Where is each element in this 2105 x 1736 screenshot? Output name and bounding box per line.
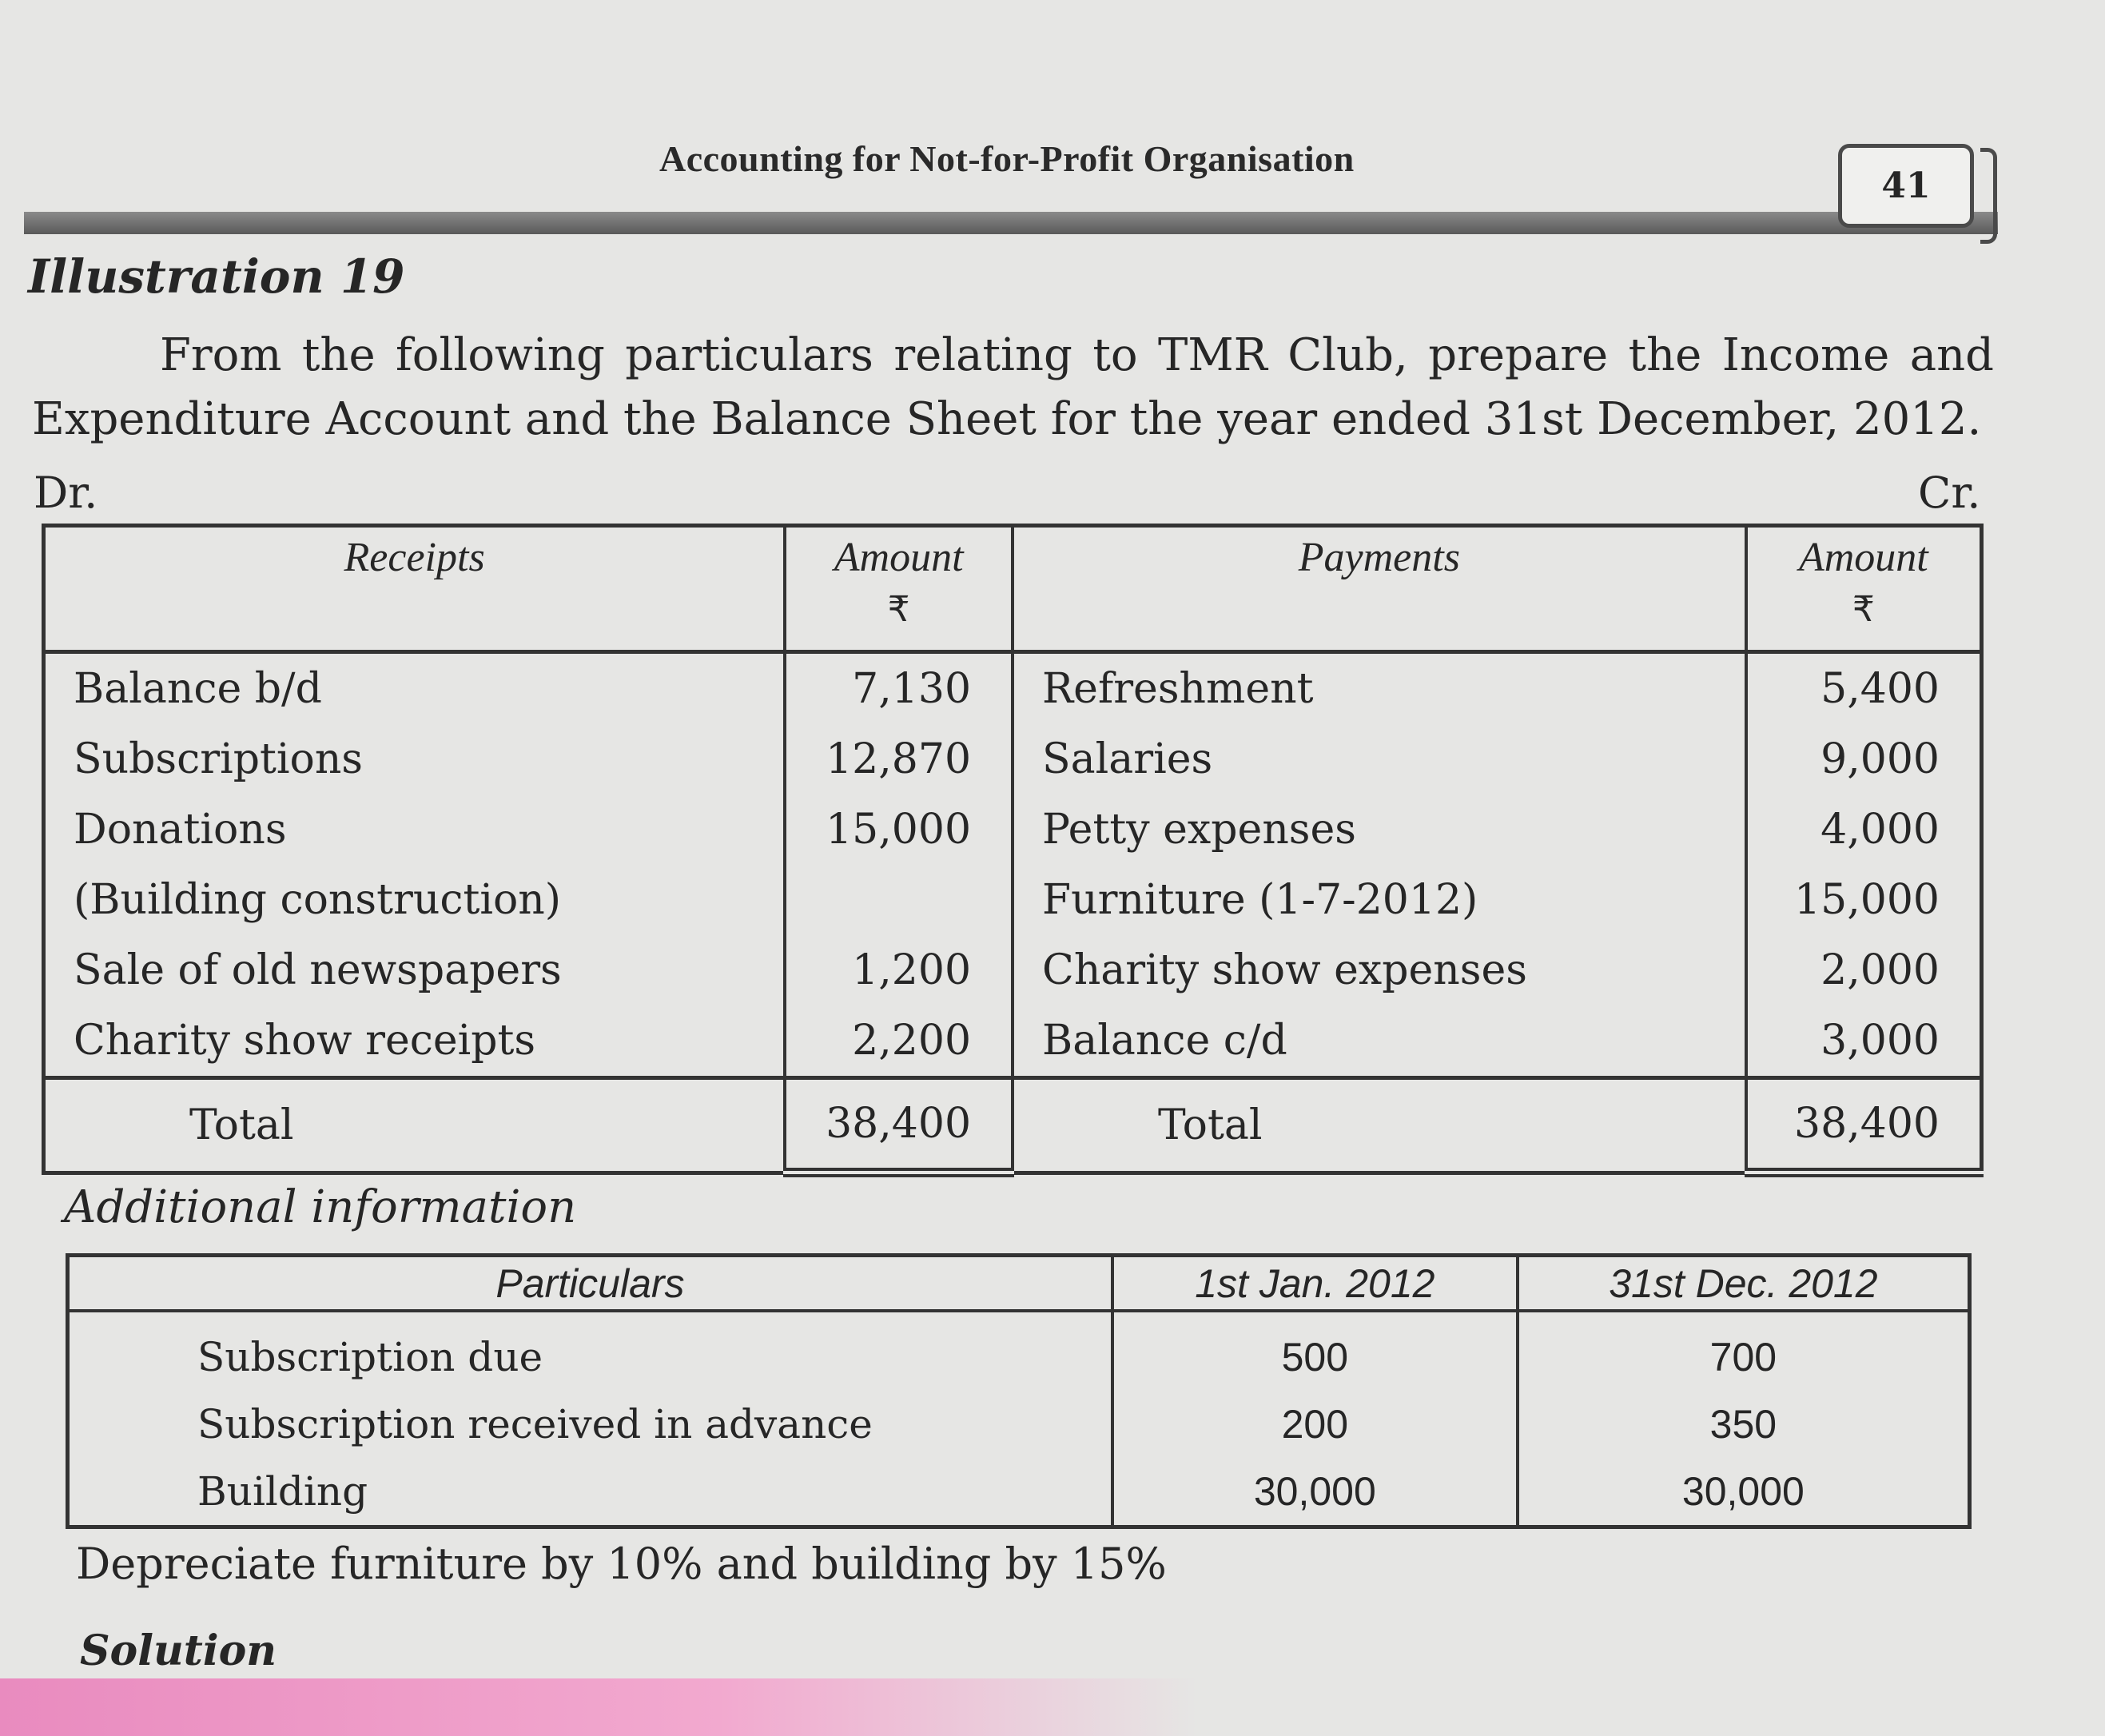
particulars-header: Particulars bbox=[68, 1256, 1112, 1312]
payment-amount: 2,000 bbox=[1746, 935, 1982, 1005]
table-row bbox=[44, 865, 1982, 935]
jan-value: 200 bbox=[1112, 1391, 1518, 1458]
payment-amount: 9,000 bbox=[1746, 724, 1982, 794]
table-row bbox=[68, 1311, 1970, 1391]
table-header-row bbox=[68, 1256, 1970, 1312]
solution-label: Solution bbox=[80, 1627, 277, 1675]
amount-header: Amount ₹ bbox=[785, 526, 1013, 652]
payment-amount: 15,000 bbox=[1746, 865, 1982, 935]
header-rule bbox=[24, 212, 1998, 234]
payment-item: Petty expenses bbox=[1013, 794, 1746, 865]
receipt-item: Donations bbox=[44, 794, 786, 865]
receipt-amount bbox=[785, 865, 1013, 935]
dec-header: 31st Dec. 2012 bbox=[1518, 1256, 1970, 1312]
depreciation-note: Depreciate furniture by 10% and building by 15% bbox=[76, 1539, 1167, 1589]
jan-header: 1st Jan. 2012 bbox=[1112, 1256, 1518, 1312]
table-header-row bbox=[44, 526, 1982, 652]
receipt-item: Charity show receipts bbox=[44, 1005, 786, 1078]
table-row bbox=[68, 1458, 1970, 1527]
amount-header: Amount ₹ bbox=[1746, 526, 1982, 652]
receipt-amount: 15,000 bbox=[785, 794, 1013, 865]
receipt-item: (Building construction) bbox=[44, 865, 786, 935]
receipt-item: Subscriptions bbox=[44, 724, 786, 794]
page-tab-edge bbox=[1980, 148, 1997, 244]
cr-label: Cr. bbox=[1918, 468, 1981, 518]
payment-item: Refreshment bbox=[1013, 652, 1746, 725]
particular-item: Subscription due bbox=[68, 1311, 1112, 1391]
illustration-title: Illustration 19 bbox=[28, 249, 405, 304]
table-row bbox=[44, 794, 1982, 865]
jan-value: 500 bbox=[1112, 1311, 1518, 1391]
page-bottom-band bbox=[0, 1678, 1199, 1736]
receipts-header: Receipts bbox=[44, 526, 786, 652]
dr-label: Dr. bbox=[34, 468, 98, 518]
receipt-item: Balance b/d bbox=[44, 652, 786, 725]
particular-item: Subscription received in advance bbox=[68, 1391, 1112, 1458]
payment-item: Charity show expenses bbox=[1013, 935, 1746, 1005]
payments-header: Payments bbox=[1013, 526, 1746, 652]
receipt-item: Sale of old newspapers bbox=[44, 935, 786, 1005]
receipt-amount: 1,200 bbox=[785, 935, 1013, 1005]
receipt-amount: 12,870 bbox=[785, 724, 1013, 794]
total-row bbox=[44, 1078, 1982, 1173]
payment-item: Balance c/d bbox=[1013, 1005, 1746, 1078]
dec-value: 700 bbox=[1518, 1311, 1970, 1391]
table-row bbox=[68, 1391, 1970, 1458]
table-row bbox=[44, 1005, 1982, 1078]
payments-total: 38,400 bbox=[1746, 1078, 1982, 1173]
receipts-total: 38,400 bbox=[785, 1078, 1013, 1173]
dec-value: 30,000 bbox=[1518, 1458, 1970, 1527]
total-label: Total bbox=[1013, 1078, 1746, 1173]
running-header: Accounting for Not-for-Profit Organisation bbox=[659, 138, 1355, 179]
table-row bbox=[44, 724, 1982, 794]
payment-amount: 4,000 bbox=[1746, 794, 1982, 865]
jan-value: 30,000 bbox=[1112, 1458, 1518, 1527]
page-number: 41 bbox=[1838, 144, 1974, 228]
receipts-payments-table bbox=[42, 524, 1984, 1177]
payment-item: Salaries bbox=[1013, 724, 1746, 794]
payment-amount: 5,400 bbox=[1746, 652, 1982, 725]
receipt-amount: 2,200 bbox=[785, 1005, 1013, 1078]
particular-item: Building bbox=[68, 1458, 1112, 1527]
total-label: Total bbox=[44, 1078, 786, 1173]
table-row bbox=[44, 652, 1982, 725]
additional-info-table bbox=[66, 1253, 1972, 1529]
illustration-text: From the following particulars relating to TMR Club, prepare the Income and Expenditure Account and the Balance Sheet for the year ended 31st December, 2012. bbox=[32, 329, 1994, 445]
additional-info-title: Additional information bbox=[64, 1181, 577, 1233]
payment-item: Furniture (1-7-2012) bbox=[1013, 865, 1746, 935]
table-row bbox=[44, 935, 1982, 1005]
dec-value: 350 bbox=[1518, 1391, 1970, 1458]
receipt-amount: 7,130 bbox=[785, 652, 1013, 725]
payment-amount: 3,000 bbox=[1746, 1005, 1982, 1078]
